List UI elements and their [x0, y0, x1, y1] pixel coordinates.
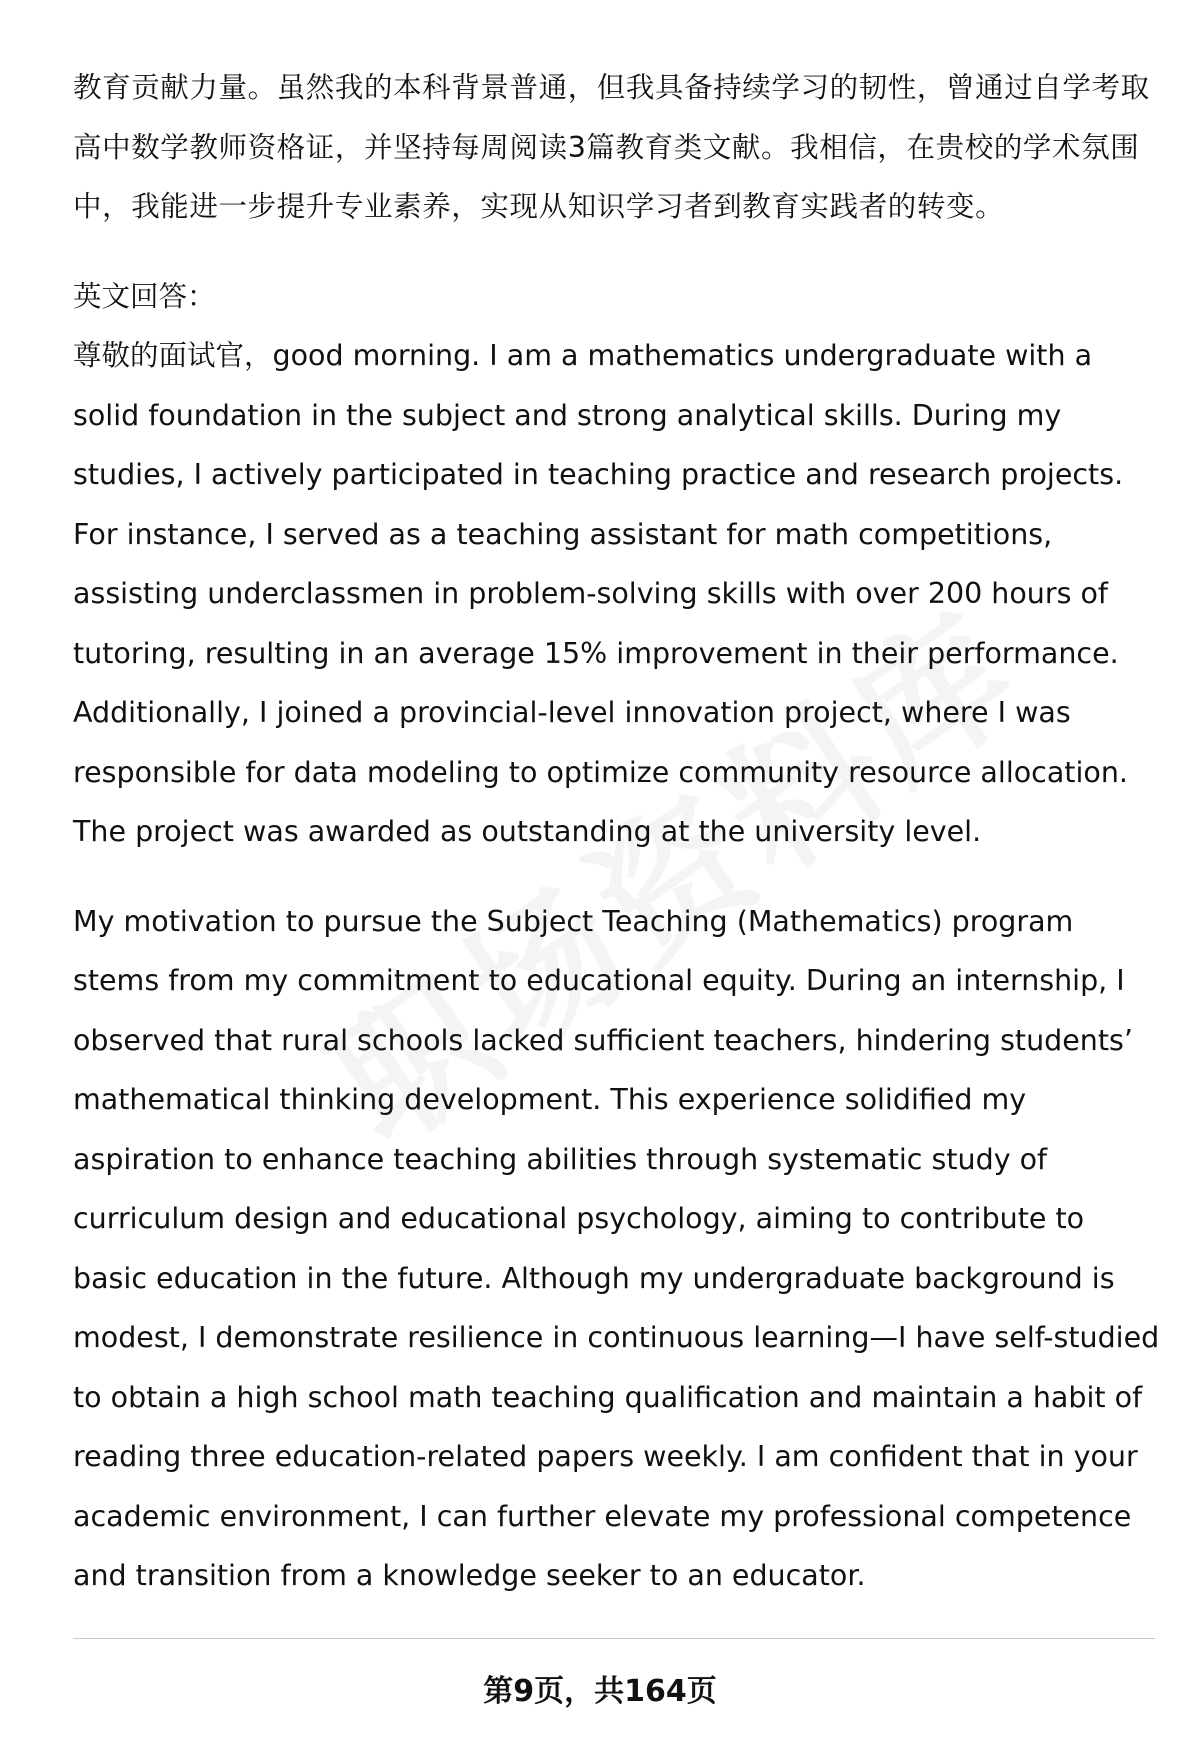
footer-divider [73, 1638, 1155, 1639]
english-answer-paragraph-2: My motivation to pursue the Subject Teaching (Mathematics) program stems from my commitment to educational equity. During an internship, I observed that rural schools lacked sufficient teachers, hindering students’ mathematical thinking development. This experience solidified my aspiration to enhance teaching abilities through systematic study of curriculum design and educational psychology, aiming to contribute to basic education in the future. Although my undergraduate background is modest, I demonstrate resilience in continuous learning—I have self-studied to obtain a high school math teaching qualification and maintain a habit of reading three education-related papers weekly. I am confident that in your academic environment, I can further elevate my professional competence and transition from a knowledge seeker to an educator. [73, 904, 1160, 1592]
document-body [73, 58, 1163, 1606]
english-answer-label: 英文回答： [73, 279, 216, 313]
chinese-answer-paragraph: 教育贡献力量。虽然我的本科背景普通，但我具备持续学习的韧性，曾通过自学考取高中数学教师资格证，并坚持每周阅读3篇教育类文献。我相信，在贵校的学术氛围中，我能进一步提升专业素养，实现从知识学习者到教育实践者的转变。 [73, 71, 1150, 223]
english-answer-paragraph-1: 尊敬的面试官，good morning. I am a mathematics undergraduate with a solid foundation in the subject and strong analytical skills. During my studies, I actively participated in teaching practice and research projects. For instance, I served as a teaching assistant for math competitions, assisting underclassmen in problem-solving skills with over 200 hours of tutoring, resulting in an average 15% improvement in their performance. Additionally, I joined a provincial-level innovation project, where I was responsible for data modeling to optimize community resource allocation. The project was awarded as outstanding at the university level. [73, 339, 1128, 848]
page-number: 第9页，共164页 [483, 1674, 717, 1709]
